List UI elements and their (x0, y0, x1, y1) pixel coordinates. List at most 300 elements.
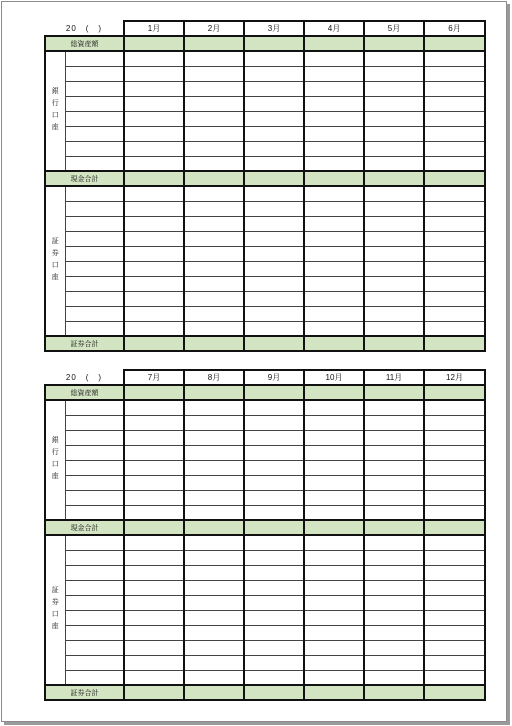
securities-total-cell[interactable] (424, 685, 485, 700)
amount-cell[interactable] (424, 66, 485, 81)
amount-cell[interactable] (244, 66, 304, 81)
amount-cell[interactable] (184, 610, 244, 625)
year-label[interactable]: 20 ( ) (65, 23, 103, 33)
amount-cell[interactable] (124, 595, 184, 610)
total-assets-cell[interactable] (244, 36, 304, 51)
amount-cell[interactable] (304, 141, 364, 156)
amount-cell[interactable] (424, 111, 485, 126)
amount-cell[interactable] (244, 276, 304, 291)
amount-cell[interactable] (424, 126, 485, 141)
amount-cell[interactable] (304, 51, 364, 66)
amount-cell[interactable] (124, 126, 184, 141)
amount-cell[interactable] (424, 201, 485, 216)
amount-cell[interactable] (424, 640, 485, 655)
amount-cell[interactable] (304, 201, 364, 216)
amount-cell[interactable] (364, 186, 424, 201)
total-assets-cell[interactable] (364, 36, 424, 51)
amount-cell[interactable] (424, 306, 485, 321)
amount-cell[interactable] (124, 580, 184, 595)
amount-cell[interactable] (124, 321, 184, 336)
amount-cell[interactable] (244, 655, 304, 670)
securities-account-row (45, 201, 485, 216)
total-assets-cell[interactable] (184, 36, 244, 51)
account-name-cell[interactable] (65, 81, 124, 96)
account-name-cell[interactable] (65, 415, 124, 430)
amount-cell[interactable] (424, 670, 485, 685)
amount-cell[interactable] (184, 126, 244, 141)
amount-cell[interactable] (304, 400, 364, 415)
amount-cell[interactable] (124, 306, 184, 321)
amount-cell[interactable] (424, 276, 485, 291)
securities-total-cell[interactable] (304, 685, 364, 700)
amount-cell[interactable] (304, 306, 364, 321)
account-name-cell[interactable] (65, 141, 124, 156)
account-name-cell[interactable] (65, 111, 124, 126)
amount-cell[interactable] (184, 580, 244, 595)
amount-cell[interactable] (364, 111, 424, 126)
amount-cell[interactable] (424, 445, 485, 460)
amount-cell[interactable] (184, 186, 244, 201)
amount-cell[interactable] (124, 610, 184, 625)
amount-cell[interactable] (244, 111, 304, 126)
amount-cell[interactable] (124, 261, 184, 276)
amount-cell[interactable] (124, 670, 184, 685)
amount-cell[interactable] (244, 535, 304, 550)
amount-cell[interactable] (124, 186, 184, 201)
amount-cell[interactable] (124, 246, 184, 261)
amount-cell[interactable] (124, 201, 184, 216)
amount-cell[interactable] (184, 625, 244, 640)
account-name-cell[interactable] (65, 246, 124, 261)
amount-cell[interactable] (304, 430, 364, 445)
amount-cell[interactable] (304, 595, 364, 610)
amount-cell[interactable] (124, 216, 184, 231)
total-assets-cell[interactable] (184, 385, 244, 400)
amount-cell[interactable] (124, 490, 184, 505)
amount-cell[interactable] (124, 460, 184, 475)
amount-cell[interactable] (184, 460, 244, 475)
amount-cell[interactable] (124, 291, 184, 306)
account-name-cell[interactable] (65, 505, 124, 520)
amount-cell[interactable] (244, 201, 304, 216)
amount-cell[interactable] (244, 291, 304, 306)
account-name-cell[interactable] (65, 565, 124, 580)
account-name-cell[interactable] (65, 321, 124, 336)
amount-cell[interactable] (124, 156, 184, 171)
amount-cell[interactable] (364, 231, 424, 246)
bank-account-row (45, 460, 485, 475)
amount-cell[interactable] (244, 490, 304, 505)
total-assets-cell[interactable] (244, 385, 304, 400)
amount-cell[interactable] (304, 276, 364, 291)
amount-cell[interactable] (244, 141, 304, 156)
amount-cell[interactable] (124, 400, 184, 415)
amount-cell[interactable] (364, 321, 424, 336)
amount-cell[interactable] (244, 306, 304, 321)
account-name-cell[interactable] (65, 490, 124, 505)
amount-cell[interactable] (124, 535, 184, 550)
amount-cell[interactable] (304, 475, 364, 490)
cash-total-cell[interactable] (304, 171, 364, 186)
account-name-cell[interactable] (65, 156, 124, 171)
amount-cell[interactable] (424, 81, 485, 96)
amount-cell[interactable] (364, 81, 424, 96)
amount-cell[interactable] (244, 231, 304, 246)
amount-cell[interactable] (364, 445, 424, 460)
amount-cell[interactable] (184, 51, 244, 66)
amount-cell[interactable] (184, 550, 244, 565)
amount-cell[interactable] (304, 490, 364, 505)
cash-total-cell[interactable] (244, 171, 304, 186)
amount-cell[interactable] (244, 415, 304, 430)
amount-cell[interactable] (304, 81, 364, 96)
amount-cell[interactable] (364, 580, 424, 595)
amount-cell[interactable] (124, 655, 184, 670)
amount-cell[interactable] (364, 550, 424, 565)
amount-cell[interactable] (124, 505, 184, 520)
amount-cell[interactable] (304, 640, 364, 655)
amount-cell[interactable] (424, 291, 485, 306)
amount-cell[interactable] (304, 550, 364, 565)
amount-cell[interactable] (124, 565, 184, 580)
amount-cell[interactable] (184, 276, 244, 291)
account-name-cell[interactable] (65, 400, 124, 415)
securities-total-cell[interactable] (124, 685, 184, 700)
total-assets-cell[interactable] (304, 385, 364, 400)
amount-cell[interactable] (184, 66, 244, 81)
amount-cell[interactable] (424, 655, 485, 670)
amount-cell[interactable] (184, 306, 244, 321)
cash-total-cell[interactable] (244, 520, 304, 535)
amount-cell[interactable] (124, 276, 184, 291)
account-name-cell[interactable] (65, 655, 124, 670)
amount-cell[interactable] (304, 505, 364, 520)
amount-cell[interactable] (244, 126, 304, 141)
amount-cell[interactable] (244, 625, 304, 640)
amount-cell[interactable] (184, 231, 244, 246)
account-name-cell[interactable] (65, 126, 124, 141)
amount-cell[interactable] (304, 111, 364, 126)
amount-cell[interactable] (124, 445, 184, 460)
amount-cell[interactable] (244, 670, 304, 685)
amount-cell[interactable] (184, 475, 244, 490)
amount-cell[interactable] (304, 156, 364, 171)
amount-cell[interactable] (184, 505, 244, 520)
amount-cell[interactable] (244, 81, 304, 96)
account-name-cell[interactable] (65, 595, 124, 610)
amount-cell[interactable] (364, 670, 424, 685)
securities-total-cell[interactable] (184, 685, 244, 700)
amount-cell[interactable] (304, 291, 364, 306)
amount-cell[interactable] (424, 490, 485, 505)
securities-total-cell[interactable] (184, 336, 244, 351)
amount-cell[interactable] (304, 186, 364, 201)
amount-cell[interactable] (424, 460, 485, 475)
amount-cell[interactable] (124, 231, 184, 246)
account-name-cell[interactable] (65, 306, 124, 321)
amount-cell[interactable] (364, 246, 424, 261)
amount-cell[interactable] (424, 505, 485, 520)
amount-cell[interactable] (244, 156, 304, 171)
amount-cell[interactable] (304, 670, 364, 685)
amount-cell[interactable] (124, 141, 184, 156)
amount-cell[interactable] (124, 430, 184, 445)
amount-cell[interactable] (124, 415, 184, 430)
year-label[interactable]: 20 ( ) (65, 372, 103, 382)
account-name-cell[interactable] (65, 460, 124, 475)
amount-cell[interactable] (244, 550, 304, 565)
amount-cell[interactable] (364, 66, 424, 81)
amount-cell[interactable] (304, 625, 364, 640)
amount-cell[interactable] (184, 201, 244, 216)
amount-cell[interactable] (124, 550, 184, 565)
amount-cell[interactable] (244, 505, 304, 520)
amount-cell[interactable] (424, 430, 485, 445)
amount-cell[interactable] (364, 201, 424, 216)
amount-cell[interactable] (124, 96, 184, 111)
amount-cell[interactable] (364, 400, 424, 415)
amount-cell[interactable] (304, 231, 364, 246)
amount-cell[interactable] (424, 261, 485, 276)
amount-cell[interactable] (304, 460, 364, 475)
account-name-cell[interactable] (65, 640, 124, 655)
cash-total-cell[interactable] (184, 171, 244, 186)
amount-cell[interactable] (424, 156, 485, 171)
securities-account-row (45, 231, 485, 246)
amount-cell[interactable] (424, 231, 485, 246)
amount-cell[interactable] (304, 445, 364, 460)
total-assets-cell[interactable] (424, 385, 485, 400)
amount-cell[interactable] (304, 66, 364, 81)
account-name-cell[interactable] (65, 580, 124, 595)
amount-cell[interactable] (184, 535, 244, 550)
amount-cell[interactable] (244, 640, 304, 655)
amount-cell[interactable] (424, 141, 485, 156)
amount-cell[interactable] (304, 610, 364, 625)
amount-cell[interactable] (244, 595, 304, 610)
amount-cell[interactable] (304, 96, 364, 111)
account-name-cell[interactable] (65, 445, 124, 460)
amount-cell[interactable] (244, 261, 304, 276)
month-header: 8月 (184, 370, 244, 385)
amount-cell[interactable] (184, 430, 244, 445)
amount-cell[interactable] (184, 291, 244, 306)
amount-cell[interactable] (124, 475, 184, 490)
total-assets-cell[interactable] (364, 385, 424, 400)
amount-cell[interactable] (304, 216, 364, 231)
amount-cell[interactable] (304, 126, 364, 141)
amount-cell[interactable] (304, 246, 364, 261)
amount-cell[interactable] (364, 126, 424, 141)
amount-cell[interactable] (304, 321, 364, 336)
amount-cell[interactable] (424, 550, 485, 565)
amount-cell[interactable] (364, 291, 424, 306)
amount-cell[interactable] (304, 261, 364, 276)
account-name-cell[interactable] (65, 670, 124, 685)
cash-total-cell[interactable] (364, 171, 424, 186)
account-name-cell[interactable] (65, 231, 124, 246)
amount-cell[interactable] (124, 66, 184, 81)
amount-cell[interactable] (244, 580, 304, 595)
securities-total-cell[interactable] (124, 336, 184, 351)
amount-cell[interactable] (364, 141, 424, 156)
amount-cell[interactable] (124, 625, 184, 640)
amount-cell[interactable] (424, 321, 485, 336)
cash-total-cell[interactable] (304, 520, 364, 535)
securities-total-cell[interactable] (364, 685, 424, 700)
amount-cell[interactable] (184, 111, 244, 126)
amount-cell[interactable] (244, 186, 304, 201)
amount-cell[interactable] (184, 141, 244, 156)
amount-cell[interactable] (424, 475, 485, 490)
amount-cell[interactable] (424, 216, 485, 231)
amount-cell[interactable] (244, 445, 304, 460)
securities-total-cell[interactable] (244, 685, 304, 700)
amount-cell[interactable] (184, 445, 244, 460)
amount-cell[interactable] (364, 535, 424, 550)
amount-cell[interactable] (364, 216, 424, 231)
amount-cell[interactable] (244, 51, 304, 66)
account-name-cell[interactable] (65, 201, 124, 216)
cash-total-cell[interactable] (184, 520, 244, 535)
amount-cell[interactable] (244, 400, 304, 415)
amount-cell[interactable] (424, 51, 485, 66)
account-name-cell[interactable] (65, 261, 124, 276)
amount-cell[interactable] (184, 655, 244, 670)
amount-cell[interactable] (184, 595, 244, 610)
amount-cell[interactable] (364, 261, 424, 276)
amount-cell[interactable] (184, 156, 244, 171)
account-name-cell[interactable] (65, 66, 124, 81)
bank-account-row (45, 156, 485, 171)
securities-total-cell[interactable] (244, 336, 304, 351)
total-assets-cell[interactable] (304, 36, 364, 51)
account-name-cell[interactable] (65, 610, 124, 625)
amount-cell[interactable] (364, 490, 424, 505)
amount-cell[interactable] (244, 430, 304, 445)
amount-cell[interactable] (364, 475, 424, 490)
securities-account-row (45, 246, 485, 261)
amount-cell[interactable] (304, 535, 364, 550)
amount-cell[interactable] (364, 276, 424, 291)
amount-cell[interactable] (364, 306, 424, 321)
account-name-cell[interactable] (65, 550, 124, 565)
amount-cell[interactable] (184, 261, 244, 276)
amount-cell[interactable] (364, 595, 424, 610)
amount-cell[interactable] (184, 565, 244, 580)
amount-cell[interactable] (244, 475, 304, 490)
securities-account-row (45, 550, 485, 565)
amount-cell[interactable] (364, 51, 424, 66)
amount-cell[interactable] (364, 655, 424, 670)
amount-cell[interactable] (424, 565, 485, 580)
amount-cell[interactable] (184, 246, 244, 261)
amount-cell[interactable] (184, 81, 244, 96)
amount-cell[interactable] (424, 535, 485, 550)
total-assets-cell[interactable] (124, 385, 184, 400)
account-name-cell[interactable] (65, 216, 124, 231)
amount-cell[interactable] (424, 186, 485, 201)
amount-cell[interactable] (244, 610, 304, 625)
amount-cell[interactable] (364, 505, 424, 520)
amount-cell[interactable] (244, 96, 304, 111)
amount-cell[interactable] (304, 565, 364, 580)
amount-cell[interactable] (364, 565, 424, 580)
amount-cell[interactable] (184, 670, 244, 685)
amount-cell[interactable] (184, 640, 244, 655)
amount-cell[interactable] (424, 580, 485, 595)
amount-cell[interactable] (244, 321, 304, 336)
amount-cell[interactable] (424, 415, 485, 430)
account-name-cell[interactable] (65, 96, 124, 111)
account-name-cell[interactable] (65, 475, 124, 490)
cash-total-cell[interactable] (124, 171, 184, 186)
account-name-cell[interactable] (65, 535, 124, 550)
amount-cell[interactable] (244, 216, 304, 231)
amount-cell[interactable] (364, 640, 424, 655)
amount-cell[interactable] (424, 610, 485, 625)
amount-cell[interactable] (424, 246, 485, 261)
amount-cell[interactable] (184, 96, 244, 111)
cash-total-cell[interactable] (424, 171, 485, 186)
cash-total-cell[interactable] (124, 520, 184, 535)
amount-cell[interactable] (244, 460, 304, 475)
amount-cell[interactable] (124, 111, 184, 126)
securities-total-cell[interactable] (424, 336, 485, 351)
amount-cell[interactable] (124, 51, 184, 66)
account-name-cell[interactable] (65, 276, 124, 291)
securities-account-row (45, 306, 485, 321)
amount-cell[interactable] (304, 655, 364, 670)
amount-cell[interactable] (304, 415, 364, 430)
amount-cell[interactable] (184, 490, 244, 505)
amount-cell[interactable] (244, 565, 304, 580)
amount-cell[interactable] (184, 216, 244, 231)
amount-cell[interactable] (304, 580, 364, 595)
bank-account-row (45, 415, 485, 430)
amount-cell[interactable] (364, 96, 424, 111)
cash-total-cell[interactable] (364, 520, 424, 535)
amount-cell[interactable] (424, 96, 485, 111)
cash-total-label: 現金合計 (45, 171, 124, 186)
amount-cell[interactable] (424, 625, 485, 640)
amount-cell[interactable] (184, 321, 244, 336)
account-name-cell[interactable] (65, 291, 124, 306)
amount-cell[interactable] (364, 156, 424, 171)
cash-total-cell[interactable] (424, 520, 485, 535)
account-name-cell[interactable] (65, 625, 124, 640)
amount-cell[interactable] (424, 400, 485, 415)
total-assets-cell[interactable] (124, 36, 184, 51)
amount-cell[interactable] (364, 415, 424, 430)
amount-cell[interactable] (124, 81, 184, 96)
account-name-cell[interactable] (65, 430, 124, 445)
amount-cell[interactable] (364, 430, 424, 445)
securities-total-cell[interactable] (304, 336, 364, 351)
total-assets-cell[interactable] (424, 36, 485, 51)
amount-cell[interactable] (364, 460, 424, 475)
securities-total-cell[interactable] (364, 336, 424, 351)
account-name-cell[interactable] (65, 186, 124, 201)
amount-cell[interactable] (184, 400, 244, 415)
amount-cell[interactable] (364, 610, 424, 625)
account-name-cell[interactable] (65, 51, 124, 66)
amount-cell[interactable] (184, 415, 244, 430)
amount-cell[interactable] (424, 595, 485, 610)
amount-cell[interactable] (244, 246, 304, 261)
amount-cell[interactable] (364, 625, 424, 640)
amount-cell[interactable] (124, 640, 184, 655)
